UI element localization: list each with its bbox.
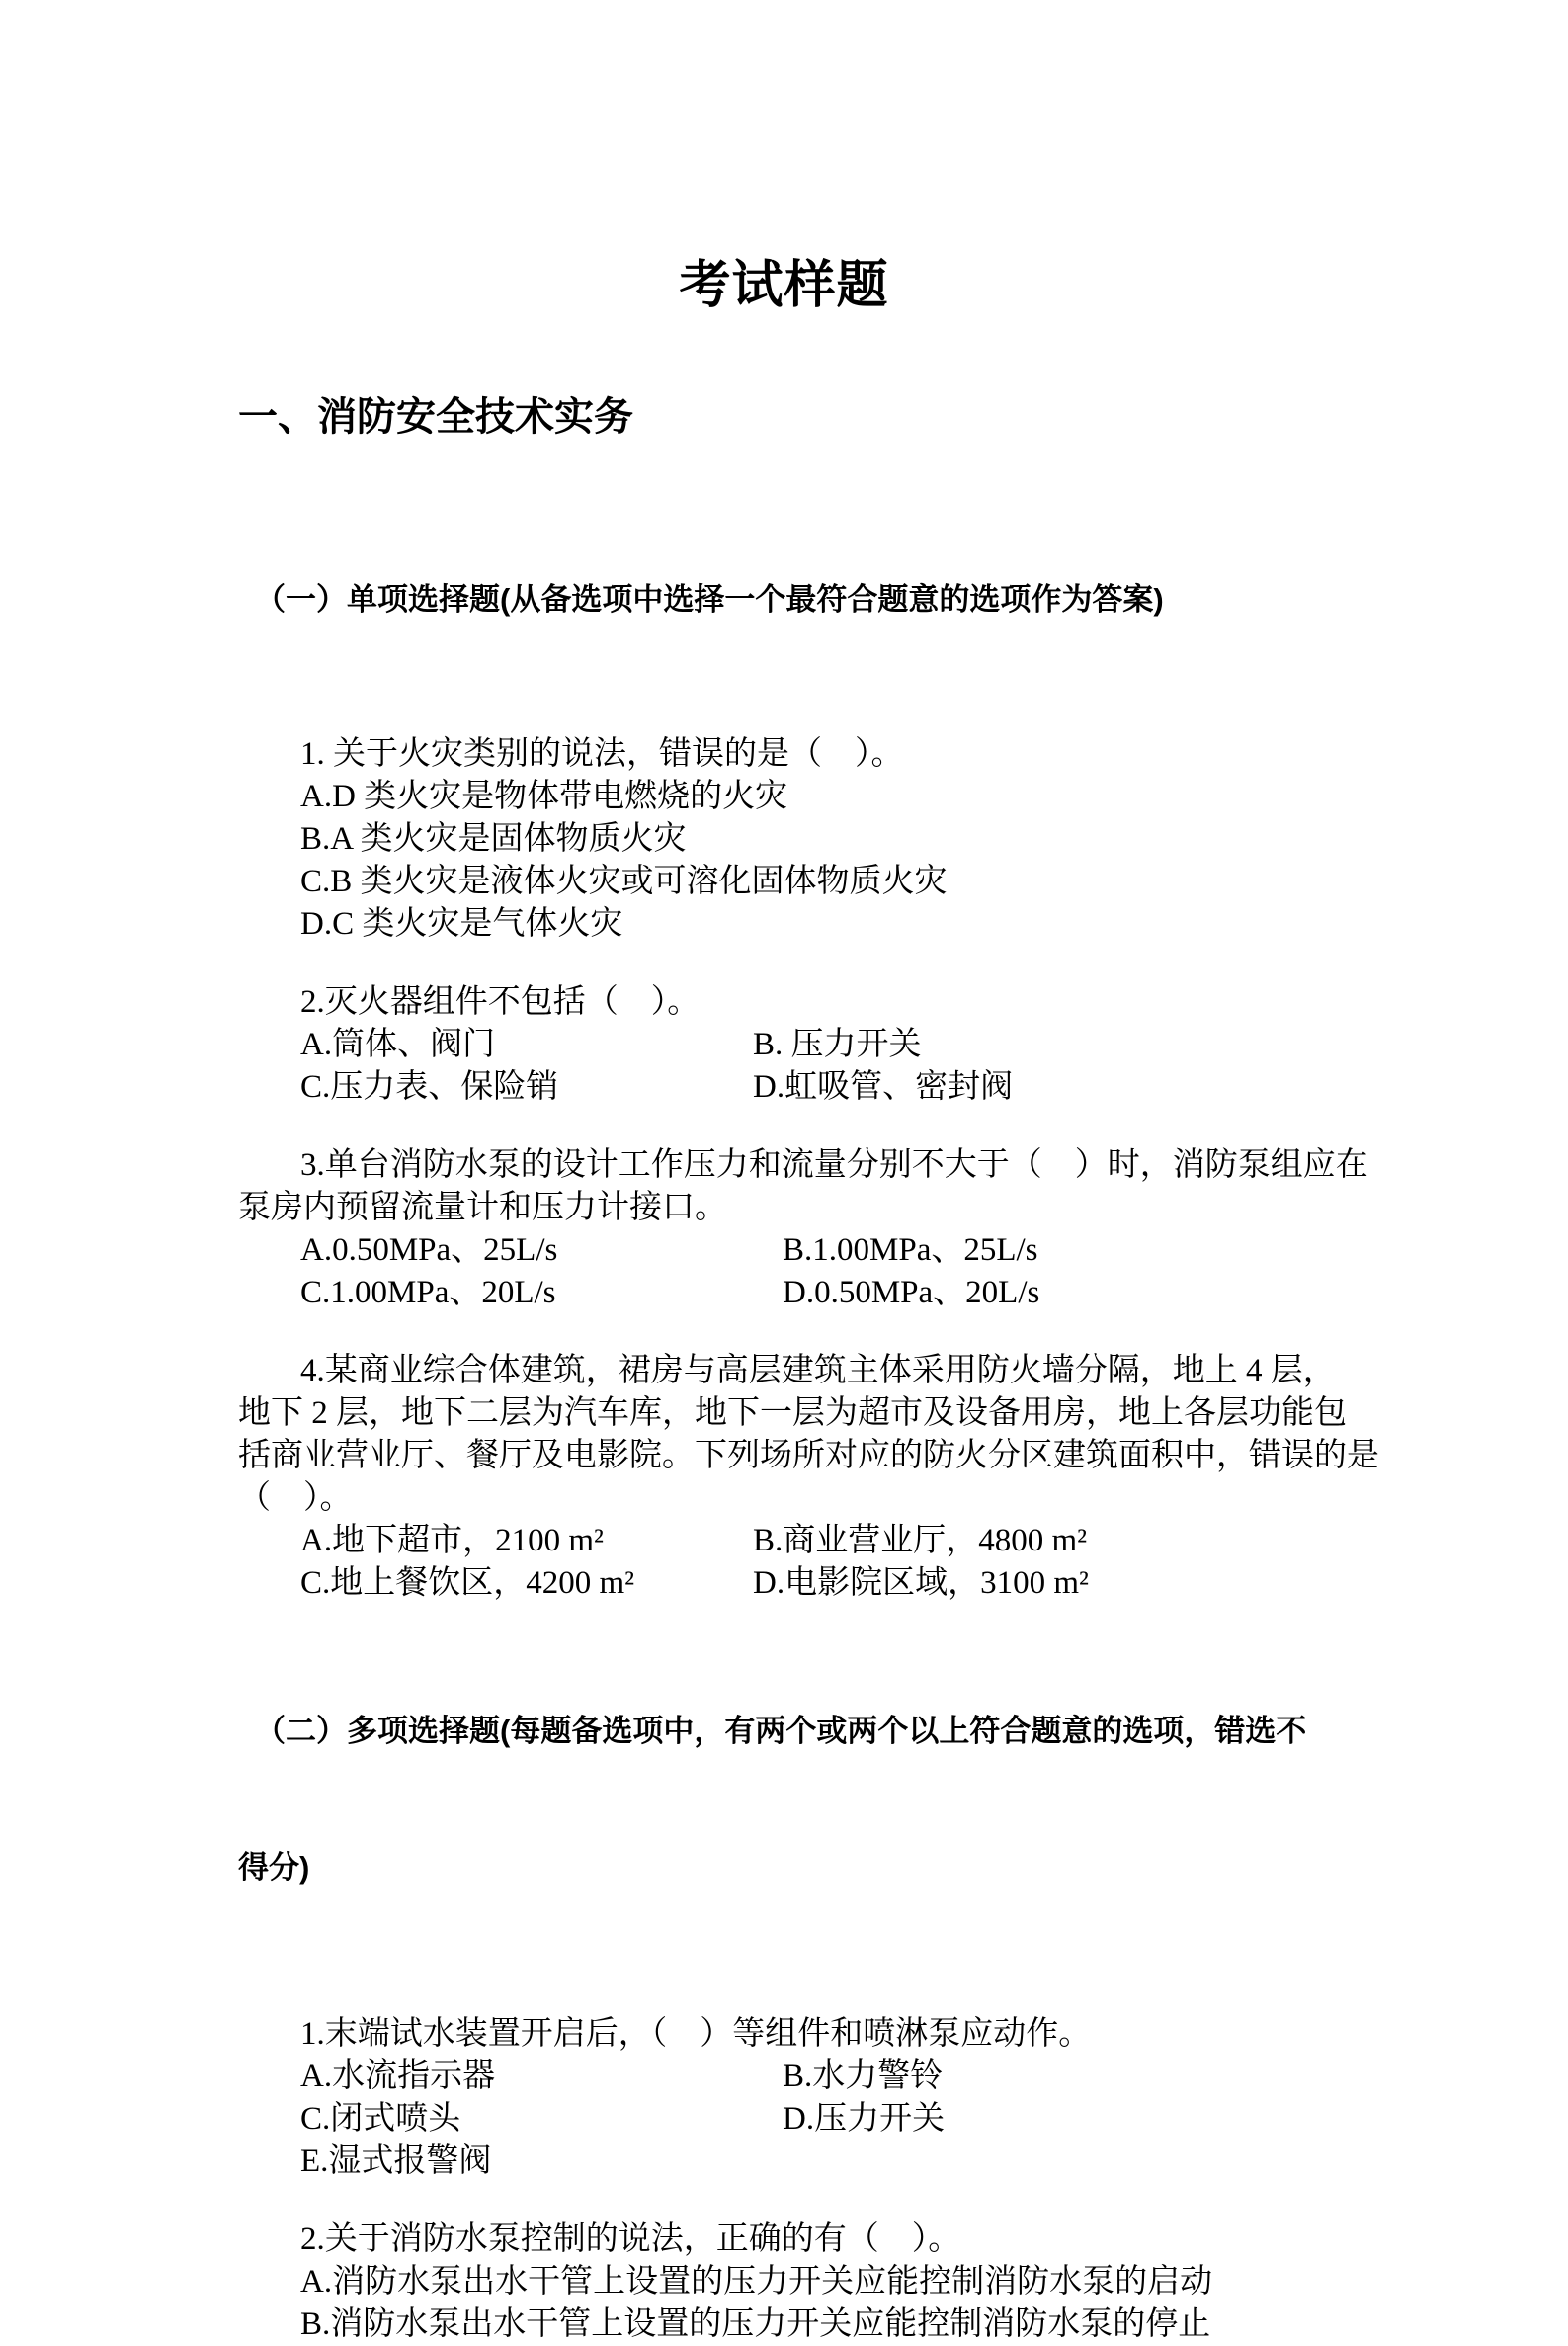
option-d: D.0.50MPa、20L/s (783, 1275, 1040, 1310)
option-e: E.湿式报警阀 (300, 2143, 492, 2179)
option-row (238, 1066, 1420, 1109)
option-a: A.0.50MPa、25L/s (300, 1232, 558, 1268)
single-choice-question-2 (238, 981, 1420, 1109)
option-a: A.消防水泵出水干管上设置的压力开关应能控制消防水泵的启动 (300, 2264, 1213, 2300)
question-stem: 1. 关于火灾类别的说法，错误的是（ ）。 (300, 736, 904, 772)
option-a: A.水流指示器 (300, 2058, 496, 2094)
option-a: A.筒体、阀门 (300, 1027, 496, 1062)
single-choice-question-4 (238, 1350, 1420, 1605)
page-title: 考试样题 (679, 257, 889, 314)
option-row (238, 1229, 1420, 1272)
option-row (238, 2098, 1420, 2140)
option-c: C.压力表、保险销 (300, 1069, 559, 1105)
question-stem-line1: 4.某商业综合体建筑，裙房与高层建筑主体采用防火墙分隔，地上 4 层， (300, 1353, 1336, 1388)
multi-choice-heading-line2: 得分) (238, 1850, 310, 1885)
multi-choice-heading-line1: （二）多项选择题(每题备选项中，有两个或两个以上符合题意的选项，错选不 (255, 1714, 1307, 1748)
option-d: D.虹吸管、密封阀 (753, 1069, 1014, 1105)
part1-heading: 一、消防安全技术实务 (238, 395, 633, 439)
question-stem-line1: 3.单台消防水泵的设计工作压力和流量分别不大于（ ）时，消防泵组应在 (300, 1147, 1368, 1183)
question-stem-line3: 括商业营业厅、餐厅及电影院。下列场所对应的防火分区建筑面积中，错误的是 (238, 1438, 1379, 1473)
option-b: B. 压力开关 (753, 1027, 922, 1062)
question-stem-line2: 泵房内预留流量计和压力计接口。 (238, 1190, 727, 1225)
single-choice-question-1 (238, 733, 1420, 946)
option-d: D.电影院区域，3100 m² (753, 1565, 1089, 1601)
option-row (238, 1272, 1420, 1314)
option-row (238, 1520, 1420, 1562)
question-stem: 2.灭火器组件不包括（ ）。 (300, 984, 701, 1020)
option-c: C.地上餐饮区，4200 m² (300, 1565, 635, 1601)
multi-choice-question-1 (238, 2013, 1420, 2183)
question-stem-line4: （ ）。 (238, 1480, 353, 1516)
option-d: D.C 类火灾是气体火灾 (300, 906, 623, 942)
single-choice-question-3 (238, 1144, 1420, 1314)
option-c: C.1.00MPa、20L/s (300, 1275, 556, 1310)
option-a: A.地下超市，2100 m² (300, 1523, 604, 1558)
option-a: A.D 类火灾是物体带电燃烧的火灾 (300, 779, 788, 814)
option-b: B.水力警铃 (783, 2058, 944, 2094)
option-b: B.商业营业厅，4800 m² (753, 1523, 1088, 1558)
option-b: B.消防水泵出水干管上设置的压力开关应能控制消防水泵的停止 (300, 2306, 1211, 2342)
option-c: C.闭式喷头 (300, 2101, 461, 2137)
option-d: D.压力开关 (783, 2101, 946, 2137)
option-row (238, 1562, 1420, 1605)
single-choice-section-heading (238, 516, 1420, 684)
multi-choice-question-2 (238, 2219, 1420, 2346)
question-stem-line2: 地下 2 层，地下二层为汽车库，地下一层为超市及设备用房，地上各层功能包 (238, 1395, 1347, 1431)
option-row (238, 2055, 1420, 2098)
option-row (238, 1024, 1420, 1066)
option-c: C.B 类火灾是液体火灾或可溶化固体物质火灾 (300, 864, 948, 899)
document-content (238, 395, 1420, 2346)
question-stem: 1.末端试水装置开启后，（ ）等组件和喷淋泵应动作。 (300, 2016, 1092, 2052)
option-b: B.1.00MPa、25L/s (783, 1232, 1038, 1268)
option-b: B.A 类火灾是固体物质火灾 (300, 821, 687, 857)
question-stem: 2.关于消防水泵控制的说法，正确的有（ ）。 (300, 2221, 961, 2257)
multi-choice-section-heading (238, 1647, 1420, 1952)
single-choice-heading-text: （一）单项选择题(从备选项中选择一个最符合题意的选项作为答案) (255, 582, 1164, 617)
